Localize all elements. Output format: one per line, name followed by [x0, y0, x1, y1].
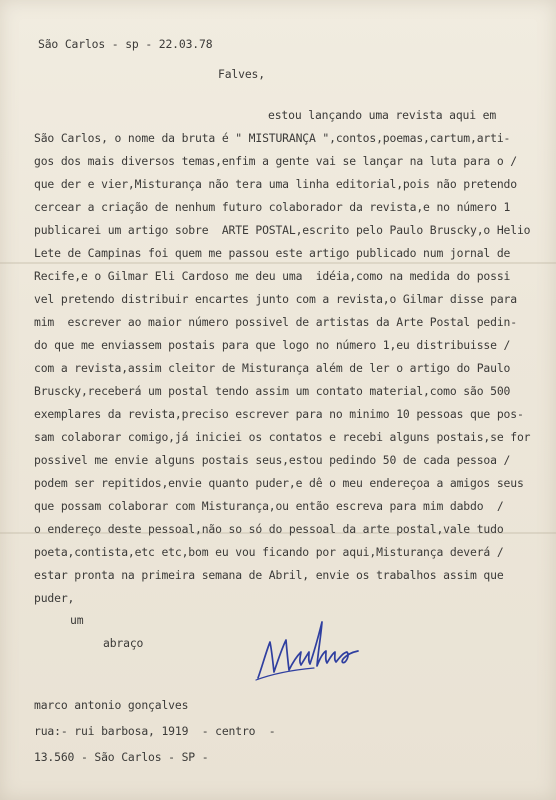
body-line: possivel me envie alguns postais seus,estou pedindo 50 de cada pessoa / [34, 453, 511, 467]
date-line: São Carlos - sp - 22.03.78 [38, 37, 213, 51]
body-line: que der e vier,Misturança não tera uma linha editorial,pois não pretendo [34, 177, 517, 191]
body-line: com a revista,assim cleitor de Misturança além de ler o artigo do Paulo [34, 361, 511, 375]
body-line: vel pretendo distribuir encartes junto com a revista,o Gilmar disse para [34, 292, 517, 306]
sender-street: rua:- rui barbosa, 1919 - centro - [34, 724, 276, 738]
closing-abraco: abraço [103, 636, 144, 650]
body-line: que possam colaborar com Misturança,ou então escreva para mim dabdo / [34, 499, 504, 513]
body-line: Bruscky,receberá um postal tendo assim um contato material,como são 500 [34, 384, 511, 398]
closing-um: um [70, 613, 84, 627]
body-line: São Carlos, o nome da bruta é " MISTURANÇA ",contos,poemas,cartum,arti- [34, 131, 511, 145]
body-line: cercear a criação de nenhum futuro colaborador da revista,e no número 1 [34, 200, 511, 214]
body-line: estou lançando uma revista aqui em [268, 108, 497, 122]
body-line: podem ser repitidos,envie quanto puder,e dê o meu endereçoa a amigos seus [34, 476, 524, 490]
body-line: poeta,contista,etc etc,bom eu vou ficando por aqui,Misturança deverá / [34, 545, 504, 559]
body-line: gos dos mais diversos temas,enfim a gente vai se lançar na luta para o / [34, 154, 517, 168]
body-line: o endereço deste pessoal,não so só do pessoal da arte postal,vale tudo [34, 522, 504, 536]
body-line: Recife,e o Gilmar Eli Cardoso me deu uma idéia,como na medida do possi [34, 269, 511, 283]
body-line: do que me enviassem postais para que logo no número 1,eu distribuisse / [34, 338, 511, 352]
body-line: puder, [34, 591, 75, 605]
body-line: mim escrever ao maior número possivel de artistas da Arte Postal pedin- [34, 315, 517, 329]
sender-name: marco antonio gonçalves [34, 698, 189, 712]
body-line: publicarei um artigo sobre ARTE POSTAL,escrito pelo Paulo Bruscky,o Helio [34, 223, 531, 237]
body-line: Lete de Campinas foi quem me passou este artigo publicado num jornal de [34, 246, 511, 260]
sender-city: 13.560 - São Carlos - SP - [34, 750, 209, 764]
body-line: sam colaborar comigo,já iniciei os contatos e recebi alguns postais,se for [34, 430, 531, 444]
body-line: estar pronta na primeira semana de Abril, envie os trabalhos assim que [34, 568, 504, 582]
paper-fold-line [0, 262, 556, 264]
body-line: exemplares da revista,preciso escrever para no minimo 10 pessoas que pos- [34, 407, 524, 421]
salutation: Falves, [218, 67, 265, 81]
handwritten-signature [252, 612, 362, 684]
